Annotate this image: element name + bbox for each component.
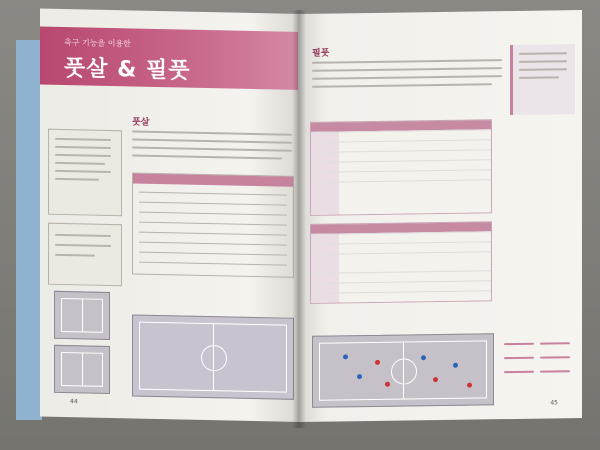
text-line (132, 154, 282, 159)
left-page (40, 9, 302, 422)
sidebar-note (48, 129, 122, 217)
text-line (312, 59, 502, 64)
futsal-section-title: 풋살 (132, 117, 150, 128)
futsal-rules-table (132, 172, 294, 277)
futsal-court-diagram (132, 314, 294, 399)
chapter-banner (40, 27, 302, 90)
page-number: 44 (70, 398, 78, 406)
side-note (510, 44, 575, 115)
pilfoot-rules-table (310, 119, 492, 216)
text-line (132, 130, 292, 135)
small-field-diagram (54, 345, 110, 394)
text-line (312, 75, 502, 80)
position-box (48, 223, 122, 287)
right-page (298, 10, 582, 422)
page-number: 45 (550, 399, 558, 407)
text-line (312, 83, 492, 88)
pilfoot-field-diagram (312, 333, 494, 408)
pilfoot-section-title: 필풋 (312, 48, 330, 59)
small-field-diagram (54, 291, 110, 340)
book-cover-edge (16, 40, 42, 420)
text-line (132, 146, 292, 151)
banner-title: 풋살 & 필풋 (64, 56, 191, 84)
book-gutter (292, 10, 306, 428)
text-line (312, 67, 502, 72)
position-legend (504, 338, 574, 399)
pilfoot-rules-table-2 (310, 221, 492, 304)
banner-subtitle: 축구 기능을 이용한 (64, 38, 131, 49)
text-line (132, 138, 292, 143)
